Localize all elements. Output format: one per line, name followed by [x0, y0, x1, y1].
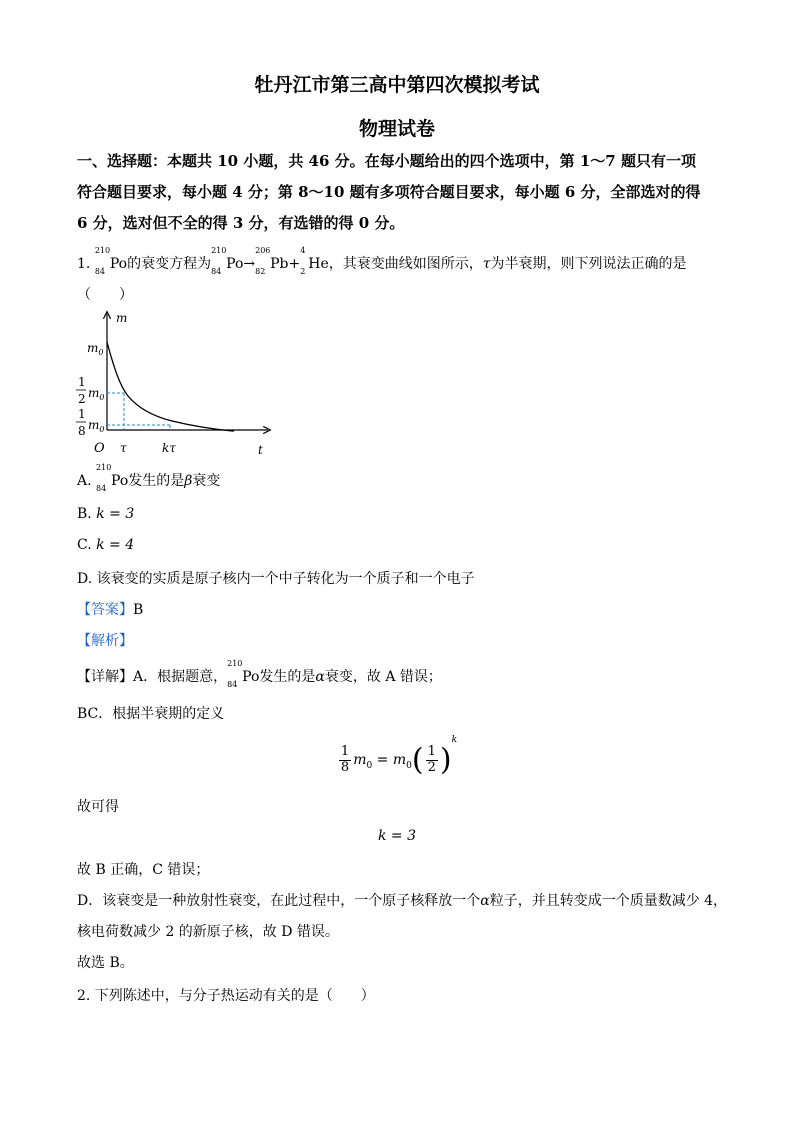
option-d: D. 该衰变的实质是原子核内一个中子转化为一个质子和一个电子: [77, 571, 475, 587]
reaction-arrow: →: [243, 256, 256, 272]
nuclide-po-eq: 210 84 Po: [211, 246, 244, 276]
m0-label: $m_0$: [87, 341, 104, 357]
svg-text:1: 1: [78, 375, 86, 389]
bc-definition-line: BC．根据半衰期的定义: [77, 706, 225, 722]
svg-text:1: 1: [78, 407, 86, 421]
question-1-paren: （ ）: [77, 287, 133, 303]
section-heading-line-2: 符合题目要求，每小题 4 分；第 8～10 题有多项符合题目要求，每小题 6 分，全部选对的得: [77, 183, 701, 201]
detail-a-line: 【详解】A．根据题意， 210 84 Po发生的是α衰变，故 A 错误；: [77, 659, 442, 689]
answer-value: B: [133, 602, 144, 618]
k-result-equation: k = 3: [377, 828, 417, 844]
tick-ktau: kτ: [162, 441, 176, 455]
tick-tau: τ: [120, 441, 127, 455]
decay-curve-graph: [72, 308, 272, 464]
so-line: 故可得: [77, 799, 119, 815]
analysis-label: 【解析】: [77, 633, 133, 649]
decay-curve: [107, 342, 234, 431]
option-a: A. 210 84 Po发生的是β衰变: [77, 463, 221, 493]
detail-d-line-1: D．该衰变是一种放射性衰变，在此过程中，一个原子核释放一个α粒子，并且转变成一个质量数减少 4，: [77, 893, 728, 909]
b-correct-line: 故 B 正确，C 错误；: [77, 862, 210, 878]
nuclide-pb: 206 82 Pb: [255, 246, 289, 276]
option-c: C. k = 4: [77, 537, 135, 553]
section-heading-line-3: 6 分，选对但不全的得 3 分，有选错的得 0 分。: [77, 214, 405, 232]
question-1-stem: 1. 210 84 Po的衰变方程为 210 84 Po→ 206 82 Pb+ 4 2 He，其衰变曲线如图所示，τ为半衰期，则下列说法正确的是: [77, 246, 687, 276]
half-life-equation: $\frac{1}{8}$ $m_0 = m_0$( $\frac{1}{2}$ )$^k$: [340, 735, 458, 778]
svg-text:m0: $m_0$: [88, 418, 105, 434]
option-b: B. k = 3: [77, 506, 135, 522]
svg-text:2: 2: [78, 392, 86, 406]
nuclide-po-detail: 210 84 Po: [227, 659, 260, 689]
origin-label: O: [94, 441, 105, 456]
question-2-stem: 2. 下列陈述中，与分子热运动有关的是（ ）: [77, 988, 375, 1004]
svg-text:8: 8: [78, 424, 86, 438]
detail-d-line-2: 核电荷数减少 2 的新原子核，故 D 错误。: [77, 924, 339, 940]
nuclide-he: 4 2 He: [300, 246, 329, 276]
answer-label: 【答案】: [77, 602, 133, 618]
question-number: 1.: [77, 256, 91, 272]
x-axis-label: t: [258, 443, 263, 457]
y-axis-label: m: [116, 311, 128, 325]
half-m0-label: [76, 375, 104, 406]
exam-title: 牡丹江市第三高中第四次模拟考试: [254, 74, 540, 96]
nuclide-po: 210 84 Po: [94, 246, 128, 276]
nuclide-po-option: 210 84 Po: [96, 463, 129, 493]
subject-title: 物理试卷: [358, 118, 435, 140]
eighth-m0-label: [76, 407, 104, 438]
section-heading-line-1: 一、选择题：本题共 10 小题，共 46 分。在每小题给出的四个选项中，第 1～7 题只有一项: [77, 152, 696, 170]
choose-line: 故选 B。: [77, 955, 134, 971]
svg-text:m0: $m_0$: [88, 386, 105, 402]
answer-line: [77, 599, 143, 619]
